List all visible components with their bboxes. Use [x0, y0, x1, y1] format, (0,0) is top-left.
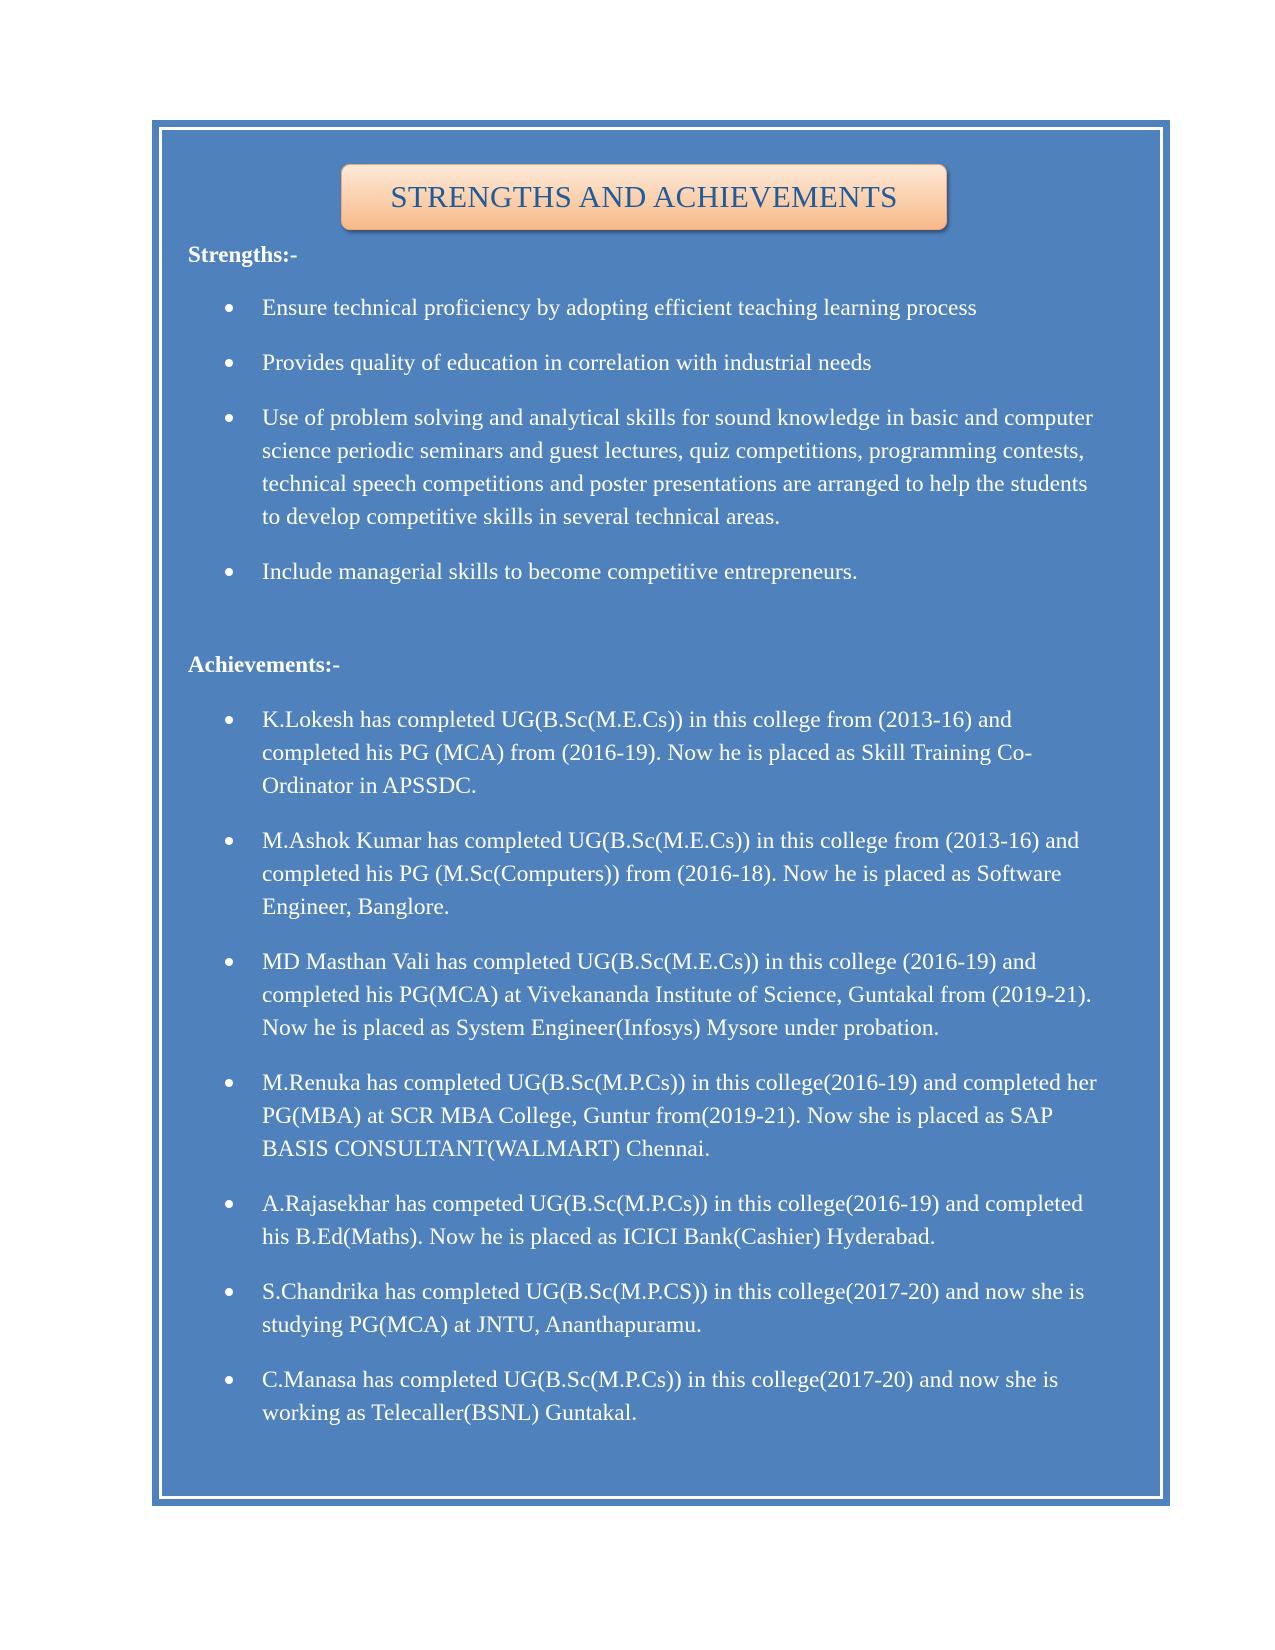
list-item: Provides quality of education in correlation with industrial needs [152, 347, 1170, 380]
strengths-heading: Strengths:- [188, 242, 298, 267]
page-title: STRENGTHS AND ACHIEVEMENTS [390, 179, 898, 214]
list-item: Ensure technical proficiency by adopting efficient teaching learning process [152, 292, 1170, 325]
list-item: K.Lokesh has completed UG(B.Sc(M.E.Cs)) in this college from (2013-16) and completed his PG (MCA) from (2016-19). Now he is placed as Skill Training Co-Ordinator in APSSDC. [152, 704, 1170, 803]
achievements-heading: Achievements:- [188, 652, 341, 677]
content-panel [152, 120, 1170, 1506]
list-item: M.Ashok Kumar has completed UG(B.Sc(M.E.Cs)) in this college from (2013-16) and completed his PG (M.Sc(Computers)) from (2016-18). Now he is placed as Software Engineer, Banglore. [152, 825, 1170, 924]
list-item: C.Manasa has completed UG(B.Sc(M.P.Cs)) in this college(2017-20) and now she is working as Telecaller(BSNL) Guntakal. [152, 1364, 1170, 1430]
list-item: S.Chandrika has completed UG(B.Sc(M.P.CS)) in this college(2017-20) and now she is studying PG(MCA) at JNTU, Ananthapuramu. [152, 1276, 1170, 1342]
achievements-list [152, 704, 1170, 1452]
title-banner [341, 164, 947, 230]
list-item: MD Masthan Vali has completed UG(B.Sc(M.E.Cs)) in this college (2016-19) and completed his PG(MCA) at Vivekananda Institute of Science, Guntakal from (2019-21). Now he is placed as System Engineer(Infosys) Mysore under probation. [152, 946, 1170, 1045]
list-item: M.Renuka has completed UG(B.Sc(M.P.Cs)) in this college(2016-19) and completed her PG(MBA) at SCR MBA College, Guntur from(2019-21). Now she is placed as SAP BASIS CONSULTANT(WALMART) Chennai. [152, 1067, 1170, 1166]
list-item: A.Rajasekhar has competed UG(B.Sc(M.P.Cs)) in this college(2016-19) and completed his B.Ed(Maths). Now he is placed as ICICI Bank(Cashier) Hyderabad. [152, 1188, 1170, 1254]
list-item: Include managerial skills to become competitive entrepreneurs. [152, 556, 1170, 589]
strengths-list [152, 292, 1170, 611]
list-item: Use of problem solving and analytical skills for sound knowledge in basic and computer science periodic seminars and guest lectures, quiz competitions, programming contests, technical speech competitions and poster presentations are arranged to help the students to develop competitive skills in several technical areas. [152, 402, 1170, 534]
